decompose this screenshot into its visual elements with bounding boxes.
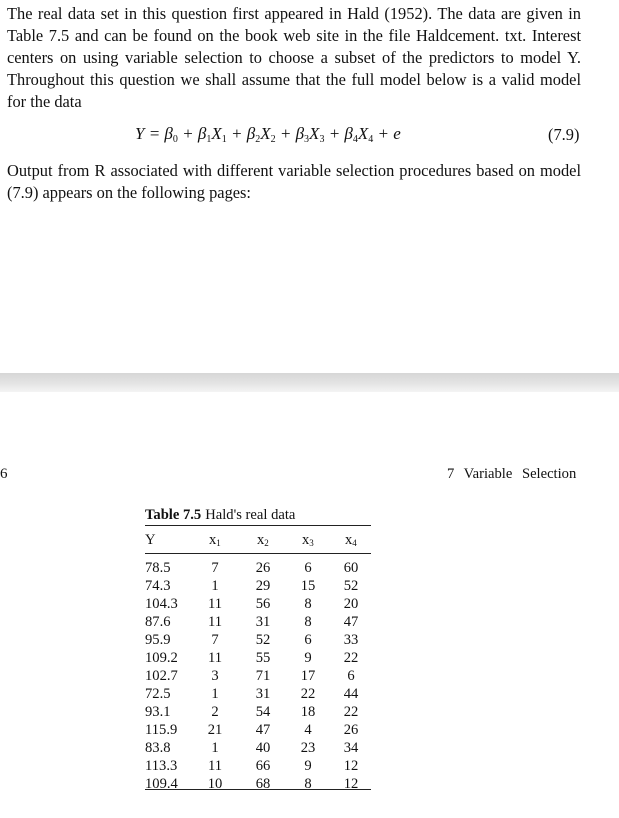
eq-term: $X_2$ [260, 124, 276, 145]
cell-x1: 1 [211, 740, 219, 756]
column-x1 [204, 559, 226, 793]
cell-y: 113.3 [145, 758, 178, 774]
header-x4: $x_4$ [345, 532, 357, 548]
cell-y: 115.9 [145, 722, 178, 738]
cell-x2: 31 [255, 686, 271, 702]
cell-y: 83.8 [145, 740, 171, 756]
cell-x2: 47 [255, 722, 271, 738]
cell-x1: 11 [207, 650, 223, 666]
cell-x1: 21 [207, 722, 223, 738]
running-head: 7 Variable Selection [447, 466, 577, 482]
cell-x3: 6 [304, 560, 312, 576]
table-top-rule [145, 525, 371, 526]
cell-x1: 10 [207, 776, 223, 792]
cell-x1: 11 [207, 758, 223, 774]
cell-x1: 3 [211, 668, 219, 684]
intro-paragraph: The real data set in this question first appeared in Hald (1952). The data are given in Table 7.5 and can be found on the book web site in the file Haldcement. txt. Interest centers on using variable selection to choose a subset of the predictors to model Y. Throughout this question we shall assume that the full model below is a valid model for the data [7, 4, 581, 111]
cell-x2: 52 [255, 632, 271, 648]
cell-x4: 26 [343, 722, 359, 738]
eq-term: $Y = \beta_0$ [135, 124, 178, 145]
cell-x4: 34 [343, 740, 359, 756]
page-divider [0, 373, 619, 392]
cell-x4: 22 [343, 650, 359, 666]
column-y [145, 559, 178, 793]
cell-x2: 68 [255, 776, 271, 792]
eq-term: + $\beta_2$ [226, 124, 261, 145]
cell-x2: 56 [255, 596, 271, 612]
cell-x4: 6 [347, 668, 355, 684]
cell-x3: 23 [300, 740, 316, 756]
cell-x1: 11 [207, 614, 223, 630]
cell-y: 102.7 [145, 668, 178, 684]
cell-x3: 9 [304, 650, 312, 666]
model-equation [135, 124, 401, 144]
column-x3 [297, 559, 319, 793]
table-header-rule [145, 553, 371, 554]
cell-y: 78.5 [145, 560, 171, 576]
table-bottom-rule [145, 789, 371, 790]
cell-x4: 44 [343, 686, 359, 702]
header-x1: $x_1$ [209, 532, 221, 548]
cell-x2: 54 [255, 704, 271, 720]
cell-x2: 40 [255, 740, 271, 756]
output-paragraph: Output from R associated with different variable selection procedures based on model (7.9) appears on the following pages: [7, 161, 581, 202]
cell-x2: 29 [255, 578, 271, 594]
eq-term: + $\beta_4$ [324, 124, 358, 145]
cell-x3: 15 [300, 578, 316, 594]
header-y: Y [145, 532, 156, 548]
column-x2 [252, 559, 274, 793]
cell-x2: 26 [255, 560, 271, 576]
cell-x4: 33 [343, 632, 359, 648]
cell-x3: 6 [304, 632, 312, 648]
column-x4 [340, 559, 362, 793]
cell-x4: 20 [343, 596, 359, 612]
cell-x1: 1 [211, 686, 219, 702]
cell-y: 95.9 [145, 632, 171, 648]
cell-x3: 8 [304, 776, 312, 792]
cell-x3: 8 [304, 596, 312, 612]
cell-y: 104.3 [145, 596, 178, 612]
header-x3: $x_3$ [302, 532, 314, 548]
eq-term: + $\beta_1$ [177, 124, 212, 145]
cell-x4: 47 [343, 614, 359, 630]
cell-x1: 1 [211, 578, 219, 594]
page-number: 6 [0, 466, 8, 482]
cell-y: 74.3 [145, 578, 171, 594]
eq-term: $X_1$ [211, 124, 227, 145]
cell-x2: 55 [255, 650, 271, 666]
eq-term: $X_4$ [357, 124, 374, 145]
cell-x4: 60 [343, 560, 359, 576]
cell-y: 87.6 [145, 614, 171, 630]
table-caption [145, 507, 295, 524]
cell-x4: 52 [343, 578, 359, 594]
cell-x3: 9 [304, 758, 312, 774]
cell-x3: 18 [300, 704, 316, 720]
cell-x1: 2 [211, 704, 219, 720]
cell-x3: 17 [300, 668, 316, 684]
eq-term: + e [373, 124, 401, 143]
eq-term: $X_3$ [309, 124, 325, 145]
table-title: Hald's real data [205, 507, 296, 523]
cell-x1: 7 [211, 632, 219, 648]
cell-y: 109.4 [145, 776, 178, 792]
cell-x2: 71 [255, 668, 271, 684]
cell-x2: 66 [255, 758, 271, 774]
equation-number: (7.9) [548, 125, 580, 144]
cell-y: 109.2 [145, 650, 178, 666]
cell-x3: 22 [300, 686, 316, 702]
cell-x3: 4 [304, 722, 312, 738]
cell-x4: 12 [343, 758, 359, 774]
cell-x4: 12 [343, 776, 359, 792]
cell-x1: 7 [211, 560, 219, 576]
cell-x4: 22 [343, 704, 359, 720]
cell-y: 72.5 [145, 686, 171, 702]
eq-term: + $\beta_3$ [275, 124, 310, 145]
cell-x1: 11 [207, 596, 223, 612]
cell-x2: 31 [255, 614, 271, 630]
cell-y: 93.1 [145, 704, 171, 720]
cell-x3: 8 [304, 614, 312, 630]
header-x2: $x_2$ [257, 532, 269, 548]
table-label: Table 7.5 [145, 507, 202, 523]
